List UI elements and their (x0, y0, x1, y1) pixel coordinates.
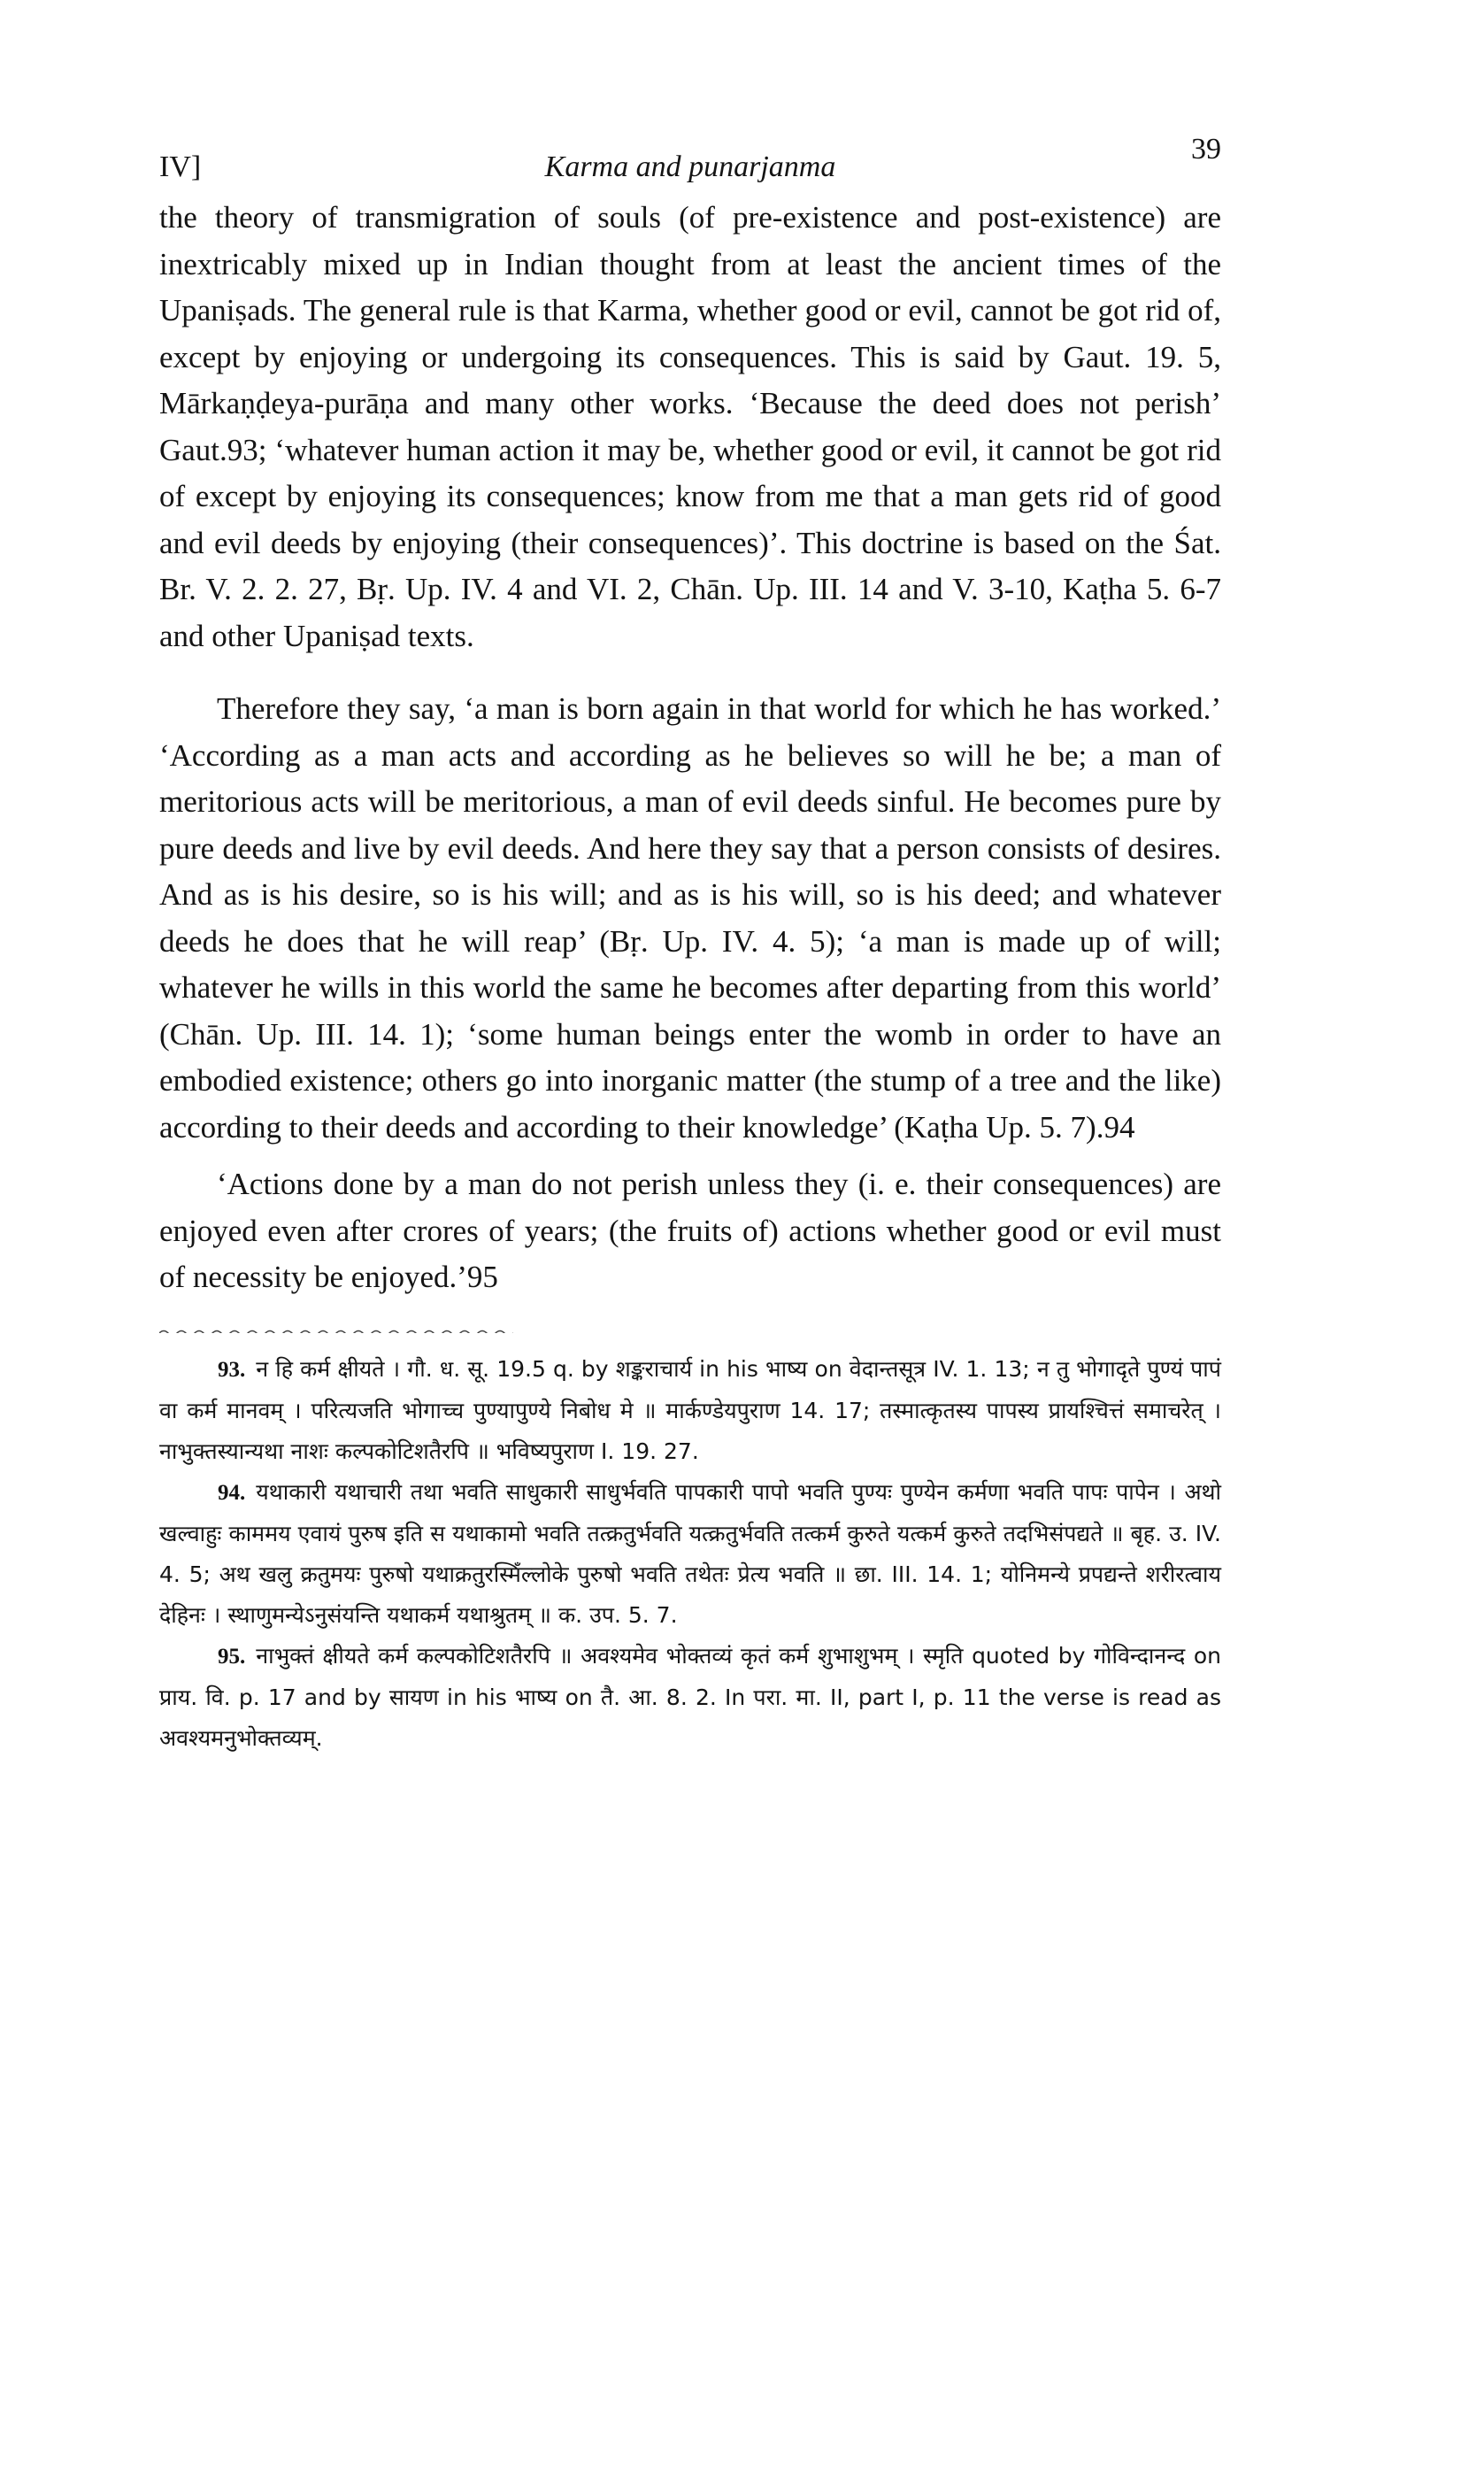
body-text (159, 195, 1221, 1301)
footnote-94 (159, 1472, 1221, 1636)
section-marker: IV] (159, 150, 202, 183)
footnote-number: 95. (218, 1644, 246, 1669)
page-number: 39 (1191, 133, 1221, 166)
paragraph: Therefore they say, ‘a man is born again in that world for which he has worked.’ ‘According as a man acts and according as he believes so will he be; a man of meritorious acts will be meritorious, a man of evil deeds sinful. He becomes pure by pure deeds and live by evil deeds. And here they say that a person consists of desires. And as is his desire, so is his will; and as is his will, so is his deed; and whatever deeds he does that he will reap’ (Bṛ. Up. IV. 4. 5); ‘a man is made up of will; whatever he wills in this world the same he becomes after departing from this world’ (Chān. Up. III. 14. 1); ‘some human beings enter the womb in order to have an embodied existence; others go into inorganic matter (the stump of a tree and the like) according to their deeds and according to their knowledge’ (Kaṭha Up. 5. 7).94 (159, 691, 1221, 1145)
footnote-separator (159, 1324, 513, 1333)
footnote-number: 93. (218, 1357, 246, 1382)
footnote-text: नाभुक्तं क्षीयते कर्म कल्पकोटिशतैरपि ॥ अवश्यमेव भोक्तव्यं कृतं कर्म शुभाशुभम् । स्मृति quoted by गोविन्दानन्द on प्राय. वि. p. 17 and by सायण in his भाष्य on तै. आ. 8. 2. In परा. मा. II, part I, p. 11 the verse is read as अवश्यमनुभोक्तव्यम्. (159, 1642, 1221, 1751)
footnote-93 (159, 1349, 1221, 1472)
paragraph: the theory of transmigration of souls (of pre-existence and post-existence) are inextricably mixed up in Indian thought from at least the ancient times of the Upaniṣads. The general rule is that Karma, whether good or evil, cannot be got rid of, except by enjoying or undergoing its consequences. This is said by Gaut. 19. 5, Mārkaṇḍeya-purāṇa and many other works. ‘Because the deed does not perish’ Gaut.93; ‘whatever human action it may be, whether good or evil, it cannot be got rid of except by enjoying its consequences; know from me that a man gets rid of good and evil deeds by enjoying (their consequences)’. This doctrine is based on the Śat. Br. V. 2. 2. 27, Bṛ. Up. IV. 4 and VI. 2, Chān. Up. III. 14 and V. 3-10, Kaṭha 5. 6-7 and other Upaniṣad texts. (159, 200, 1221, 653)
footnote-text: न हि कर्म क्षीयते । गौ. ध. सू. 19.5 q. by शङ्कराचार्य in his भाष्य on वेदान्तसूत्र IV. 1. 13; न तु भोगादृते पुण्यं पापं वा कर्म मानवम् । परित्यजति भोगाच्च पुण्यापुण्ये निबोध मे ॥ मार्कण्डेयपुराण 14. 17; तस्मात्कृतस्य पापस्य प्रायश्चित्तं समाचरेत् । नाभुक्तस्यान्यथा नाशः कल्पकोटिशतैरपि ॥ भविष्यपुराण I. 19. 27. (159, 1355, 1221, 1464)
footnotes (159, 1349, 1221, 1759)
book-page (159, 133, 1221, 1759)
paragraph: ‘Actions done by a man do not perish unless they (i. e. their consequences) are enjoyed even after crores of years; (the fruits of) actions whether good or evil must of necessity be enjoyed.’95 (159, 1167, 1221, 1294)
footnote-95 (159, 1636, 1221, 1759)
footnote-number: 94. (218, 1480, 246, 1505)
running-header (159, 133, 1221, 195)
footnote-text: यथाकारी यथाचारी तथा भवति साधुकारी साधुर्भवति पापकारी पापो भवति पुण्यः पुण्येन कर्मणा भवति पापः पापेन । अथो खल्वाहुः काममय एवायं पुरुष इति स यथाकामो भवति तत्क्रतुर्भवति यत्क्रतुर्भवति तत्कर्म कुरुते यत्कर्म कुरुते तदभिसंपद्यते ॥ बृह. उ. IV. 4. 5; अथ खलु क्रतुमयः पुरुषो यथाक्रतुरस्मिँल्लोके पुरुषो भवति तथेतः प्रेत्य भवति ॥ छा. III. 14. 1; योनिमन्ये प्रपद्यन्ते शरीरत्वाय देहिनः । स्थाणुमन्येऽनुसंयन्ति यथाकर्म यथाश्रुतम् ॥ क. उप. 5. 7. (159, 1478, 1221, 1628)
running-title: Karma and punarjanma (544, 150, 836, 183)
